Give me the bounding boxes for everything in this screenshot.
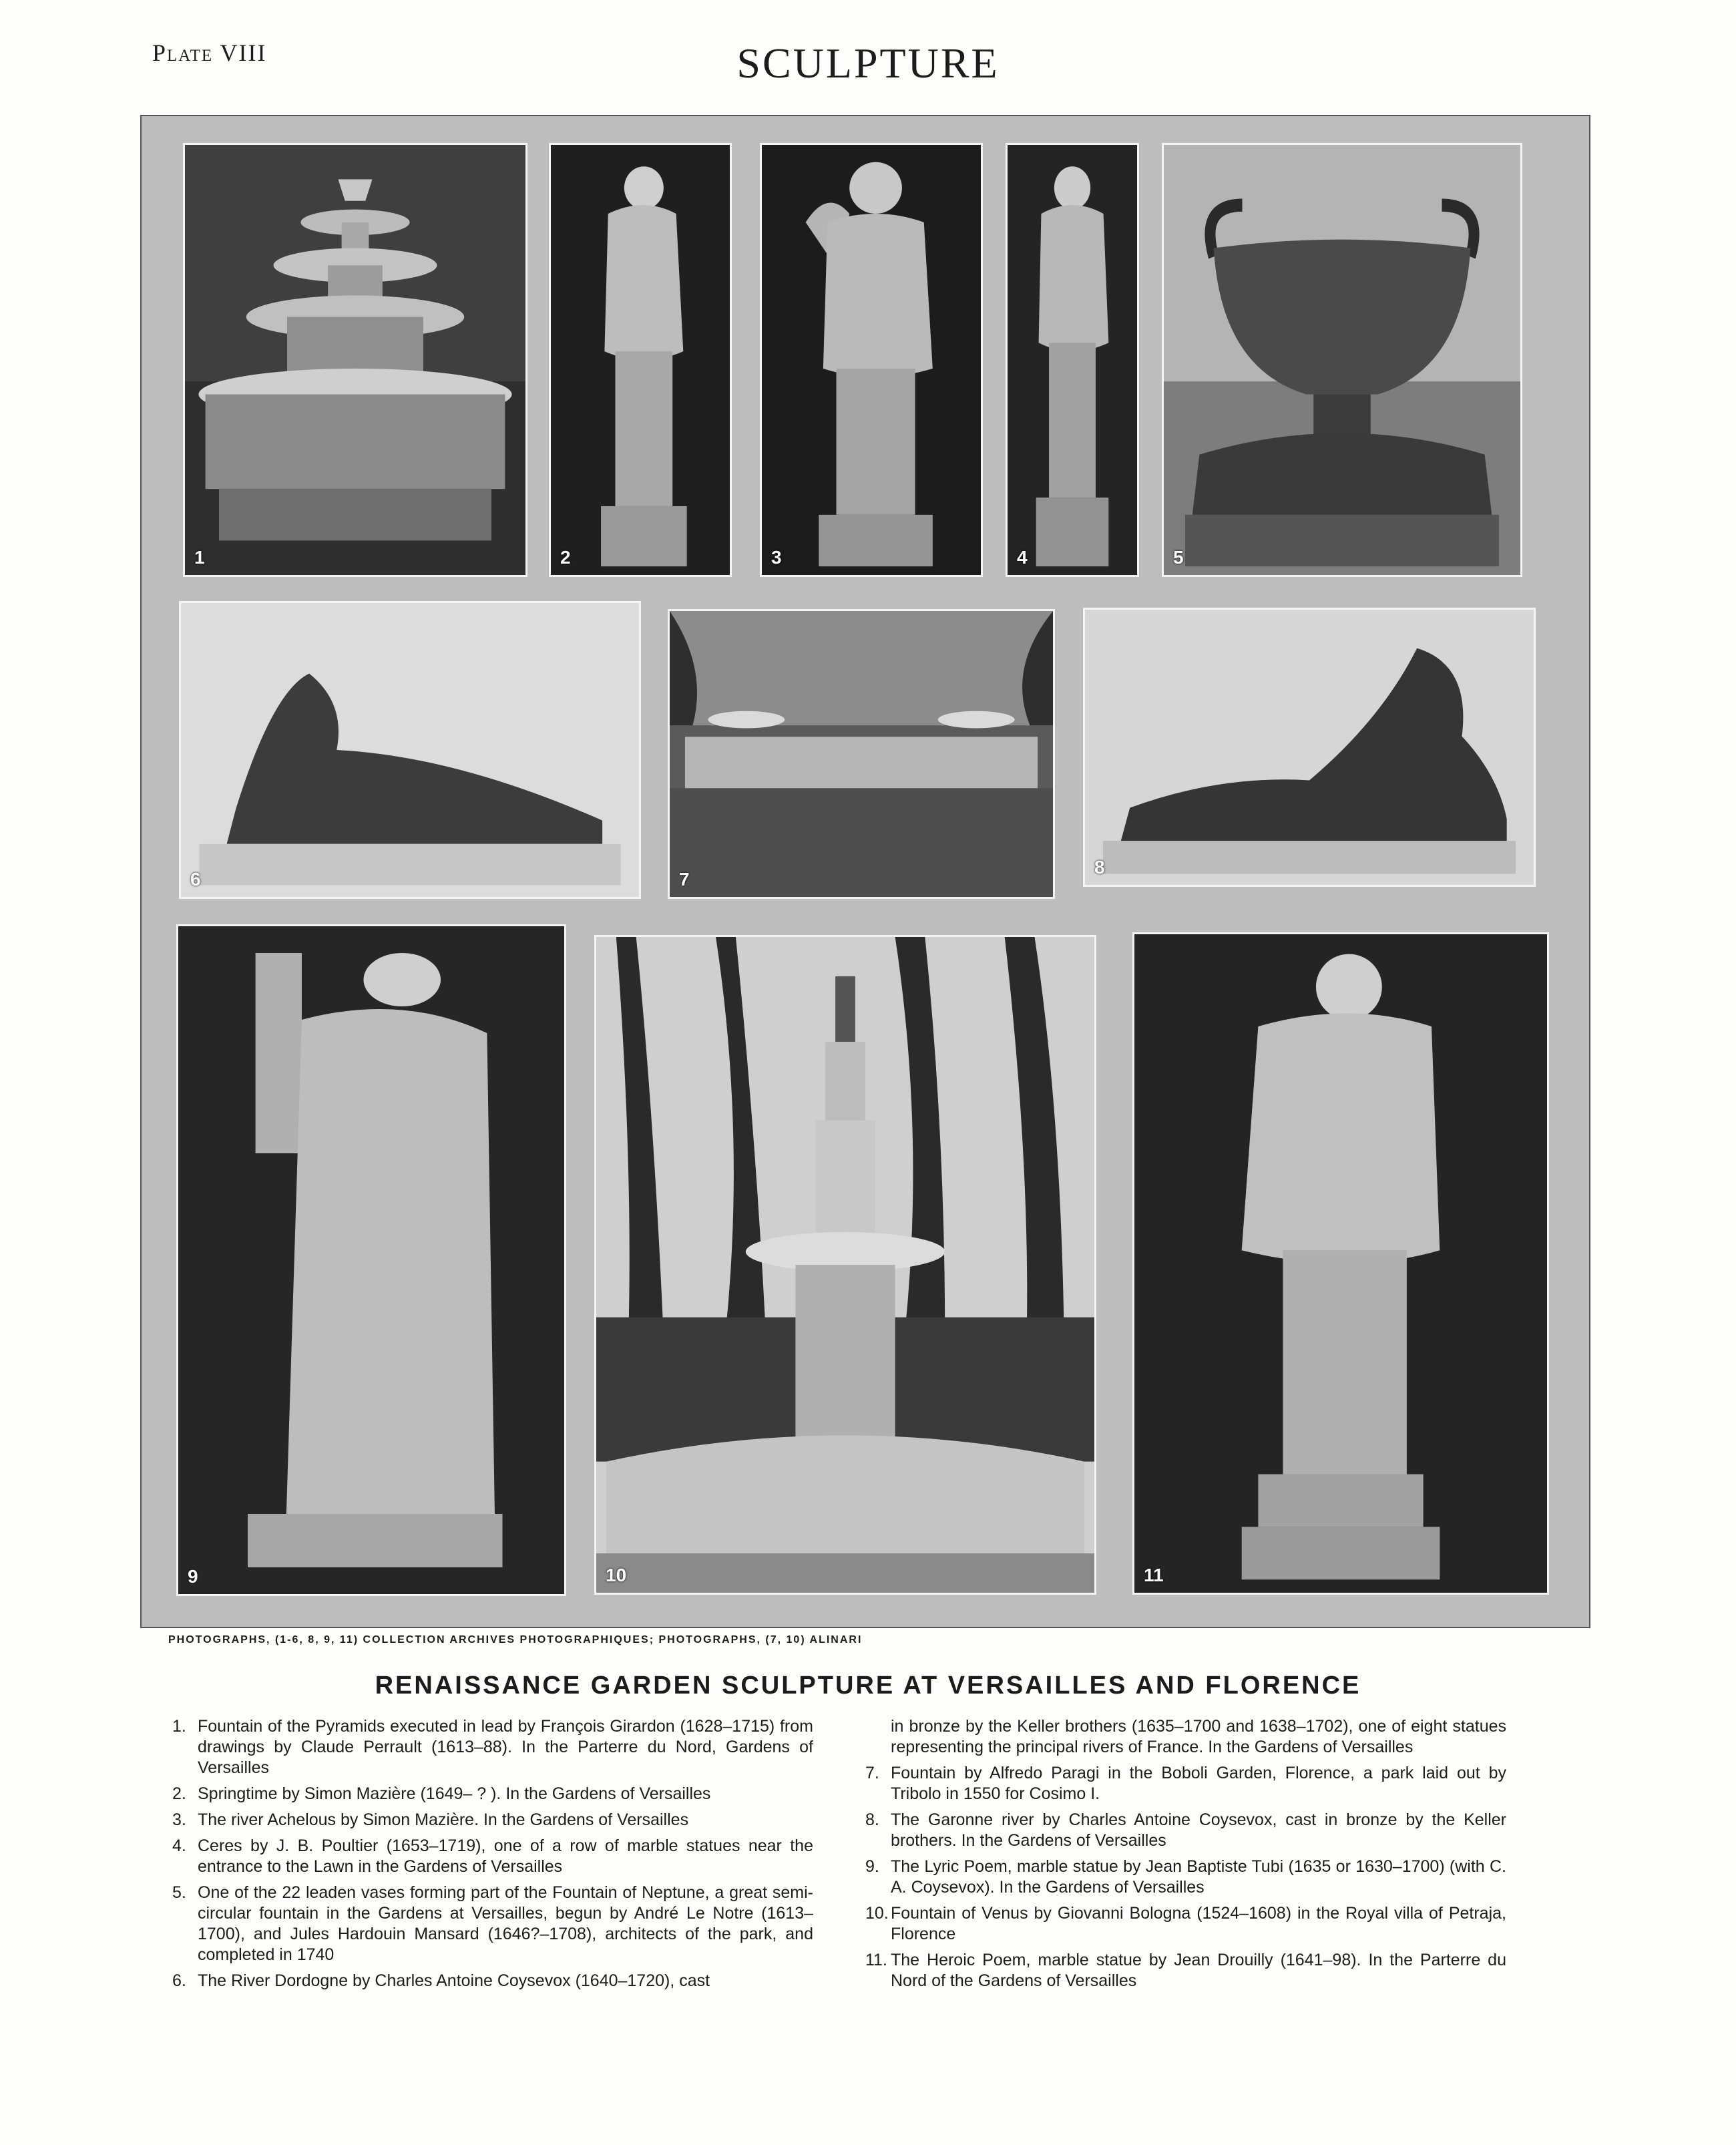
leaden-vase-image bbox=[1164, 145, 1520, 575]
caption-text: Ceres by J. B. Poultier (1653–1719), one of a row of marble statues near the entrance to the Lawn in the Gardens of Versailles bbox=[198, 1836, 813, 1876]
photo-number: 1 bbox=[194, 547, 205, 568]
photo-number: 8 bbox=[1094, 857, 1105, 878]
photo-number: 3 bbox=[771, 547, 782, 568]
photo-plate bbox=[140, 115, 1590, 1628]
photo-1 bbox=[183, 143, 527, 577]
photo-7 bbox=[668, 609, 1055, 899]
caption-entry bbox=[172, 1784, 813, 1804]
captions-right bbox=[865, 1716, 1506, 1997]
fountain-of-venus-image bbox=[596, 937, 1094, 1593]
photo-5 bbox=[1162, 143, 1522, 577]
caption-text: in bronze by the Keller brothers (1635–1700 and 1638–1702), one of eight statues representing the principal rivers of France. In the Gardens of Versailles bbox=[891, 1717, 1506, 1756]
photo-number: 9 bbox=[188, 1566, 198, 1587]
caption-number: 5. bbox=[172, 1883, 186, 1902]
photo-number: 5 bbox=[1173, 547, 1184, 568]
photo-number: 10 bbox=[606, 1565, 627, 1585]
river-dordogne-image bbox=[181, 603, 639, 897]
caption-entry bbox=[172, 1716, 813, 1778]
photo-number: 6 bbox=[190, 869, 201, 890]
photo-8 bbox=[1083, 608, 1536, 887]
caption-number: 1. bbox=[172, 1717, 186, 1736]
caption-entry bbox=[865, 1763, 1506, 1804]
plate-label: Plate VIII bbox=[152, 39, 267, 66]
caption-number: 8. bbox=[865, 1810, 879, 1829]
caption-number: 11. bbox=[865, 1951, 887, 1969]
caption-text: The Heroic Poem, marble statue by Jean Drouilly (1641–98). In the Parterre du Nord of the Gardens of Versailles bbox=[891, 1951, 1506, 1990]
fountain-image bbox=[185, 145, 525, 575]
caption-text: The Garonne river by Charles Antoine Coysevox, cast in bronze by the Keller brothers. In the Gardens of Versailles bbox=[891, 1810, 1506, 1850]
photo-number: 7 bbox=[679, 869, 690, 890]
photo-10 bbox=[594, 935, 1096, 1595]
heroic-poem-image bbox=[1134, 934, 1547, 1593]
caption-title: RENAISSANCE GARDEN SCULPTURE AT VERSAILLES AND FLORENCE bbox=[375, 1672, 1361, 1700]
caption-text: Fountain by Alfredo Paragi in the Boboli Garden, Florence, a park laid out by Tribolo in 1550 for Cosimo I. bbox=[891, 1764, 1506, 1803]
statue-springtime-image bbox=[551, 145, 730, 575]
caption-number: 2. bbox=[172, 1784, 186, 1803]
caption-text: One of the 22 leaden vases forming part of the Fountain of Neptune, a great semi-circular fountain in the Gardens at Versailles, begun by André Le Notre (1613–1700), and Jules Hardouin Mansard (1646?–1708), architects of the park, and completed in 1740 bbox=[198, 1883, 813, 1964]
caption-text: Springtime by Simon Mazière (1649– ? ). In the Gardens of Versailles bbox=[198, 1784, 711, 1803]
caption-text: Fountain of Venus by Giovanni Bologna (1524–1608) in the Royal villa of Petraja, Florence bbox=[891, 1904, 1506, 1943]
caption-number: 3. bbox=[172, 1810, 186, 1829]
photo-number: 4 bbox=[1017, 547, 1028, 568]
caption-entry bbox=[172, 1971, 813, 1991]
caption-entry bbox=[865, 1716, 1506, 1758]
caption-entry bbox=[865, 1857, 1506, 1898]
caption-number: 4. bbox=[172, 1836, 186, 1855]
photo-6 bbox=[179, 601, 641, 899]
caption-text: Fountain of the Pyramids executed in lead by François Girardon (1628–1715) from drawings by Claude Perrault (1613–88). In the Parterre du Nord, Gardens of Versailles bbox=[198, 1717, 813, 1777]
photo-credit: PHOTOGRAPHS, (1-6, 8, 9, 11) COLLECTION ARCHIVES PHOTOGRAPHIQUES; PHOTOGRAPHS, (7, 10) ALINARI bbox=[168, 1634, 863, 1645]
caption-text: The River Dordogne by Charles Antoine Coysevox (1640–1720), cast bbox=[198, 1971, 710, 1990]
caption-entry bbox=[172, 1883, 813, 1965]
statue-achelous-image bbox=[762, 145, 981, 575]
caption-number: 7. bbox=[865, 1764, 879, 1782]
photo-4 bbox=[1006, 143, 1139, 577]
photo-number: 2 bbox=[560, 547, 571, 568]
caption-text: The river Achelous by Simon Mazière. In the Gardens of Versailles bbox=[198, 1810, 689, 1829]
caption-entry bbox=[172, 1836, 813, 1877]
captions-left bbox=[172, 1716, 813, 1997]
garonne-river-image bbox=[1085, 610, 1534, 885]
boboli-fountain-image bbox=[670, 611, 1053, 897]
caption-number: 9. bbox=[865, 1857, 879, 1876]
photo-3 bbox=[760, 143, 983, 577]
caption-entry bbox=[865, 1810, 1506, 1851]
caption-number: 6. bbox=[172, 1971, 186, 1990]
caption-entry bbox=[865, 1903, 1506, 1945]
photo-2 bbox=[549, 143, 732, 577]
lyric-poem-image bbox=[178, 926, 564, 1594]
caption-entry bbox=[865, 1950, 1506, 1991]
caption-number: 10. bbox=[865, 1904, 889, 1923]
caption-entry bbox=[172, 1810, 813, 1830]
page-title: SCULPTURE bbox=[736, 39, 1000, 87]
statue-ceres-image bbox=[1008, 145, 1137, 575]
photo-9 bbox=[176, 924, 566, 1596]
photo-11 bbox=[1132, 932, 1549, 1595]
caption-text: The Lyric Poem, marble statue by Jean Baptiste Tubi (1635 or 1630–1700) (with C. A. Coysevox). In the Gardens of Versailles bbox=[891, 1857, 1506, 1897]
photo-number: 11 bbox=[1144, 1565, 1164, 1585]
